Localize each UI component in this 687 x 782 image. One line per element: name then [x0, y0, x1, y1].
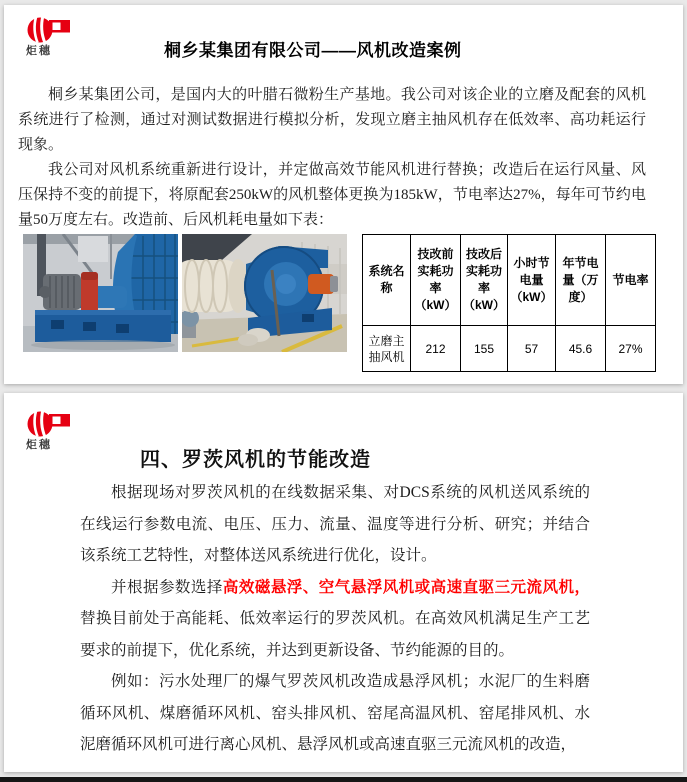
highlighted-fan-types: 高效磁悬浮、空气悬浮风机或高速直驱三元流风机， — [222, 578, 590, 596]
table-row — [363, 326, 656, 372]
col-header-hourly-saving: 小时节电量（kW） — [508, 235, 556, 326]
col-header-power-before: 技改前实耗功率（kW） — [411, 235, 461, 326]
col-header-annual-saving: 年节电量（万度） — [556, 235, 606, 326]
fan-photo-before — [23, 234, 178, 352]
company-logo — [26, 11, 90, 57]
cell-hourly-saving: 57 — [508, 326, 556, 372]
paragraph-analysis: 根据现场对罗茨风机的在线数据采集、对DCS系统的风机送风系统的在线运行参数电流、电压、压力、流量、温度等进行分析、研究；并结合该系统工艺特性，对整体送风系统进行优化，设计。 — [80, 484, 590, 564]
cell-power-after: 155 — [461, 326, 508, 372]
cell-saving-rate: 27% — [606, 326, 656, 372]
paragraph-replacement-prefix: 并根据参数选择 — [111, 578, 223, 596]
paragraph-examples: 例如：污水处理厂的爆气罗茨风机改造成悬浮风机；水泥厂的生料磨循环风机、煤磨循环风机、窑头排风机、窑尾高温风机、窑尾排风机、水泥磨循环风机可进行离心风机、悬浮风机或高速直驱三元流风机的改造， — [80, 673, 590, 753]
cell-power-before: 212 — [411, 326, 461, 372]
logo-wordmark: 炬穗 — [26, 439, 52, 451]
cell-system-name: 立磨主抽风机 — [363, 326, 411, 372]
cell-annual-saving: 45.6 — [556, 326, 606, 372]
fan-photo-after — [182, 234, 347, 352]
logo-wordmark: 炬穗 — [26, 45, 52, 57]
flame-logo-icon — [26, 11, 72, 44]
paragraph-2: 我公司对风机系统重新进行设计，并定做高效节能风机进行替换；改造后在运行风量、风压保持不变的前提下，将原配套250kW的风机整体更换为185kW，节电率达27%，每年可节约电量50万度左右。改造前、后风机耗电量如下表： — [18, 162, 646, 228]
col-header-power-after: 技改后实耗功率（kW） — [461, 235, 508, 326]
photos-and-table-row — [4, 234, 683, 374]
company-logo — [26, 405, 90, 451]
paragraph-1: 桐乡某集团公司，是国内大的叶腊石微粉生产基地。我公司对该企业的立磨及配套的风机系统进行了检测，通过对测试数据进行模拟分析，发现立磨主抽风机存在低效率、高功耗运行现象。 — [18, 87, 646, 153]
section-paragraphs — [80, 477, 590, 761]
intro-paragraphs — [18, 83, 646, 233]
document-page-2 — [4, 393, 683, 772]
document-page-1 — [4, 5, 683, 384]
paragraph-replacement — [80, 572, 590, 667]
page-title: 桐乡某集团有限公司——风机改造案例 — [164, 41, 462, 60]
fan-photo-after-image — [182, 234, 347, 352]
table-header-row — [363, 235, 656, 326]
bottom-edge-bar — [0, 777, 687, 782]
col-header-system-name: 系统名称 — [363, 235, 411, 326]
flame-logo-icon — [26, 405, 72, 438]
paragraph-replacement-suffix: 替换目前处于高能耗、低效率运行的罗茨风机。在高效风机满足生产工艺要求的前提下，优化系统，并达到更新设备、节约能源的目的。 — [80, 610, 590, 659]
section-heading: 四、罗茨风机的节能改造 — [140, 449, 371, 471]
fan-photo-before-image — [23, 234, 178, 352]
power-consumption-table — [362, 234, 656, 372]
col-header-saving-rate: 节电率 — [606, 235, 656, 326]
